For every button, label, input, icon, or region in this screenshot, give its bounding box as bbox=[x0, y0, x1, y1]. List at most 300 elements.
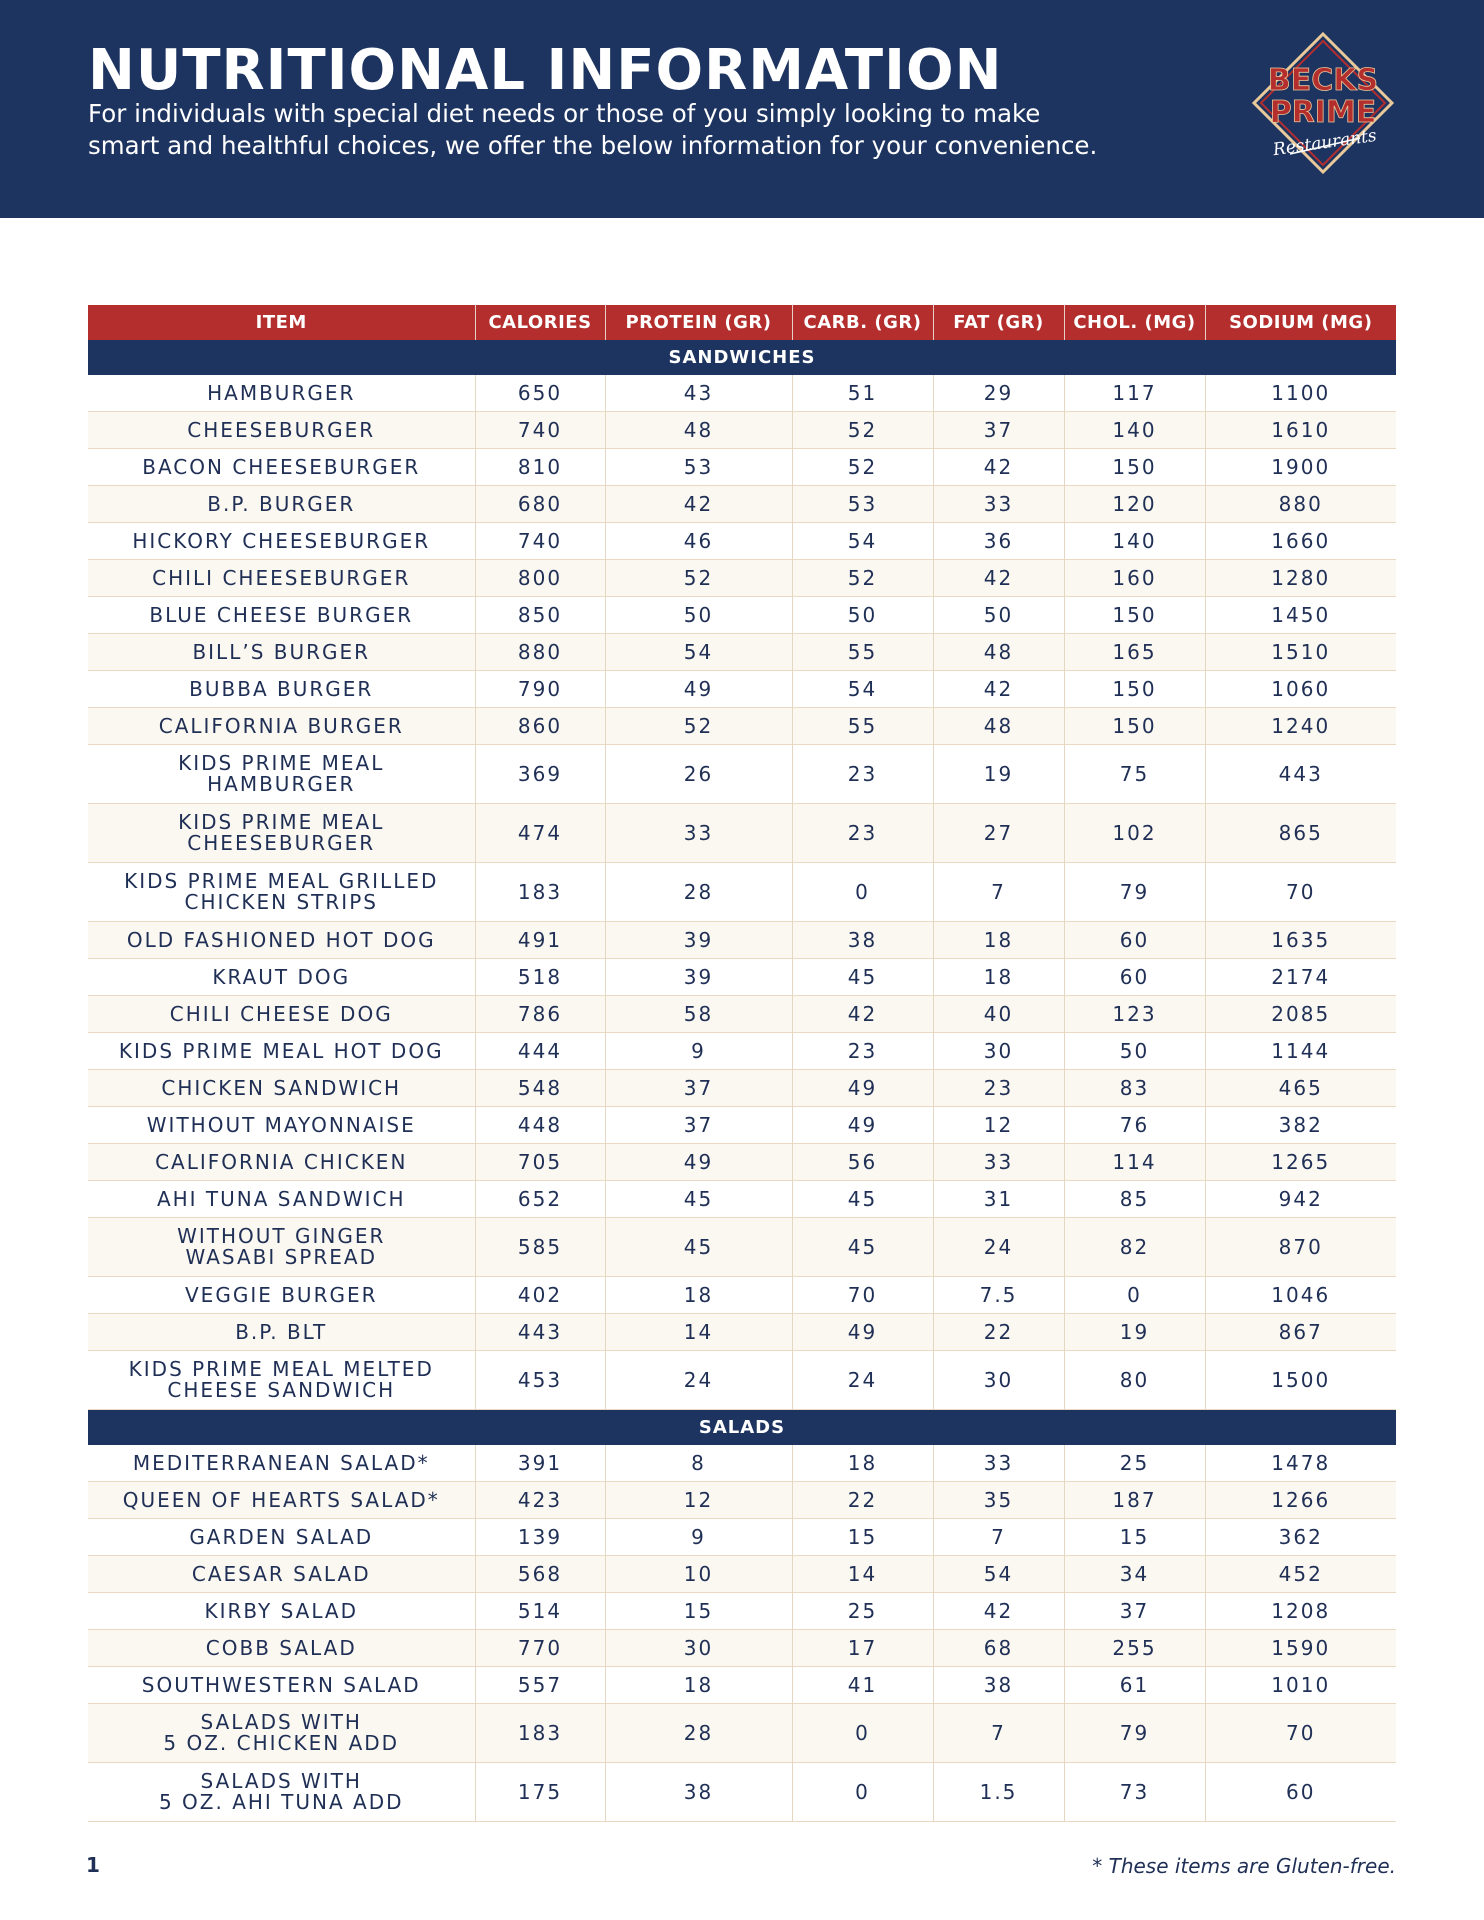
nutrient-value: 187 bbox=[1064, 1482, 1205, 1519]
nutrient-value: 42 bbox=[933, 449, 1064, 486]
nutrient-value: 1510 bbox=[1205, 634, 1396, 671]
nutrient-value: 150 bbox=[1064, 449, 1205, 486]
nutrient-value: 23 bbox=[933, 1070, 1064, 1107]
section-title: SALADS bbox=[88, 1410, 1396, 1446]
page-header bbox=[0, 0, 1484, 218]
nutrient-value: 19 bbox=[933, 745, 1064, 804]
nutrient-value: 51 bbox=[792, 375, 933, 412]
nutrient-value: 50 bbox=[605, 597, 792, 634]
nutrient-value: 53 bbox=[792, 486, 933, 523]
item-name-cell bbox=[88, 1519, 475, 1556]
item-name: KIRBY SALAD bbox=[204, 1598, 359, 1623]
item-name: CHICKEN SANDWICH bbox=[161, 1075, 402, 1100]
item-name-cell bbox=[88, 375, 475, 412]
nutrient-value: 1240 bbox=[1205, 708, 1396, 745]
nutrient-value: 942 bbox=[1205, 1181, 1396, 1218]
nutrient-value: 680 bbox=[475, 486, 605, 523]
nutrient-value: 76 bbox=[1064, 1107, 1205, 1144]
item-name: SALADS WITH bbox=[200, 1710, 362, 1734]
nutrient-value: 880 bbox=[475, 634, 605, 671]
nutrient-value: 423 bbox=[475, 1482, 605, 1519]
nutrient-value: 870 bbox=[1205, 1218, 1396, 1277]
nutrient-value: 55 bbox=[792, 634, 933, 671]
nutrient-value: 650 bbox=[475, 375, 605, 412]
nutrient-value: 70 bbox=[1205, 1704, 1396, 1763]
table-row bbox=[88, 486, 1396, 523]
nutrient-value: 18 bbox=[605, 1667, 792, 1704]
column-header: CARB. (GR) bbox=[792, 305, 933, 340]
nutrient-value: 1010 bbox=[1205, 1667, 1396, 1704]
item-name-cell bbox=[88, 1107, 475, 1144]
nutrient-value: 28 bbox=[605, 863, 792, 922]
nutrient-value: 160 bbox=[1064, 560, 1205, 597]
nutrient-value: 10 bbox=[605, 1556, 792, 1593]
item-name: BUBBA BURGER bbox=[189, 676, 374, 701]
item-name: CHICKEN STRIPS bbox=[184, 890, 378, 914]
nutrient-value: 1100 bbox=[1205, 375, 1396, 412]
section-title: SANDWICHES bbox=[88, 340, 1396, 375]
nutrient-value: 15 bbox=[605, 1593, 792, 1630]
nutrient-value: 652 bbox=[475, 1181, 605, 1218]
nutrient-value: 45 bbox=[792, 959, 933, 996]
nutrient-value: 25 bbox=[1064, 1445, 1205, 1482]
nutrient-value: 369 bbox=[475, 745, 605, 804]
nutrient-value: 50 bbox=[933, 597, 1064, 634]
nutrient-value: 453 bbox=[475, 1351, 605, 1410]
table-row bbox=[88, 745, 1396, 804]
item-name-cell bbox=[88, 922, 475, 959]
logo-word-becks: BECKS bbox=[1267, 63, 1379, 98]
item-name-cell bbox=[88, 1704, 475, 1763]
item-name: KIDS PRIME MEAL GRILLED bbox=[124, 869, 439, 893]
nutrient-value: 50 bbox=[792, 597, 933, 634]
nutrient-value: 55 bbox=[792, 708, 933, 745]
column-header: SODIUM (MG) bbox=[1205, 305, 1396, 340]
nutrient-value: 56 bbox=[792, 1144, 933, 1181]
item-name: CAESAR SALAD bbox=[191, 1561, 371, 1586]
item-name: BACON CHEESEBURGER bbox=[142, 454, 421, 479]
item-name: MEDITERRANEAN SALAD* bbox=[132, 1450, 430, 1475]
item-name: WASABI SPREAD bbox=[185, 1245, 377, 1269]
nutrient-value: 25 bbox=[792, 1593, 933, 1630]
nutrient-value: 139 bbox=[475, 1519, 605, 1556]
nutrient-value: 48 bbox=[933, 708, 1064, 745]
table-row bbox=[88, 1556, 1396, 1593]
nutrient-value: 33 bbox=[933, 1445, 1064, 1482]
item-name-cell bbox=[88, 1556, 475, 1593]
nutrient-value: 85 bbox=[1064, 1181, 1205, 1218]
section-header-row bbox=[88, 1410, 1396, 1446]
nutrient-value: 42 bbox=[792, 996, 933, 1033]
nutrient-value: 53 bbox=[605, 449, 792, 486]
nutrient-value: 18 bbox=[792, 1445, 933, 1482]
item-name-cell bbox=[88, 1070, 475, 1107]
item-name-cell bbox=[88, 1445, 475, 1482]
nutrient-value: 120 bbox=[1064, 486, 1205, 523]
nutrient-value: 7.5 bbox=[933, 1277, 1064, 1314]
nutrient-value: 34 bbox=[1064, 1556, 1205, 1593]
item-name: CALIFORNIA BURGER bbox=[158, 713, 404, 738]
nutrition-table bbox=[88, 305, 1396, 1822]
nutrient-value: 140 bbox=[1064, 523, 1205, 560]
nutrient-value: 18 bbox=[933, 959, 1064, 996]
column-header: ITEM bbox=[88, 305, 475, 340]
nutrient-value: 514 bbox=[475, 1593, 605, 1630]
nutrient-value: 786 bbox=[475, 996, 605, 1033]
item-name: HAMBURGER bbox=[207, 772, 356, 796]
nutrient-value: 42 bbox=[605, 486, 792, 523]
nutrient-value: 24 bbox=[933, 1218, 1064, 1277]
nutrient-value: 1478 bbox=[1205, 1445, 1396, 1482]
nutrient-value: 79 bbox=[1064, 863, 1205, 922]
page-title: NUTRITIONAL INFORMATION bbox=[88, 38, 1003, 103]
nutrient-value: 1590 bbox=[1205, 1630, 1396, 1667]
item-name: KRAUT DOG bbox=[212, 964, 351, 989]
nutrient-value: 75 bbox=[1064, 745, 1205, 804]
nutrient-value: 548 bbox=[475, 1070, 605, 1107]
gluten-free-footnote: * These items are Gluten-free. bbox=[1092, 1854, 1396, 1878]
nutrient-value: 27 bbox=[933, 804, 1064, 863]
table-row bbox=[88, 1519, 1396, 1556]
nutrient-value: 42 bbox=[933, 671, 1064, 708]
nutrient-value: 31 bbox=[933, 1181, 1064, 1218]
nutrient-value: 1046 bbox=[1205, 1277, 1396, 1314]
item-name-cell bbox=[88, 708, 475, 745]
nutrient-value: 24 bbox=[605, 1351, 792, 1410]
item-name: OLD FASHIONED HOT DOG bbox=[126, 927, 436, 952]
nutrient-value: 15 bbox=[792, 1519, 933, 1556]
nutrient-value: 140 bbox=[1064, 412, 1205, 449]
item-name-cell bbox=[88, 1667, 475, 1704]
table-row bbox=[88, 1482, 1396, 1519]
item-name-cell bbox=[88, 745, 475, 804]
item-name: CHILI CHEESE DOG bbox=[169, 1001, 393, 1026]
table-row bbox=[88, 1218, 1396, 1277]
nutrient-value: 61 bbox=[1064, 1667, 1205, 1704]
nutrient-value: 7 bbox=[933, 1704, 1064, 1763]
item-name: BLUE CHEESE BURGER bbox=[149, 602, 414, 627]
nutrient-value: 1144 bbox=[1205, 1033, 1396, 1070]
nutrient-value: 24 bbox=[792, 1351, 933, 1410]
nutrient-value: 45 bbox=[605, 1181, 792, 1218]
nutrient-value: 1.5 bbox=[933, 1763, 1064, 1822]
item-name-cell bbox=[88, 634, 475, 671]
nutrient-value: 705 bbox=[475, 1144, 605, 1181]
becks-prime-logo bbox=[1248, 28, 1398, 178]
nutrient-value: 443 bbox=[1205, 745, 1396, 804]
item-name-cell bbox=[88, 1314, 475, 1351]
item-name: KIDS PRIME MEAL bbox=[178, 810, 385, 834]
nutrient-value: 45 bbox=[792, 1181, 933, 1218]
table-row bbox=[88, 1144, 1396, 1181]
item-name-cell bbox=[88, 996, 475, 1033]
item-name-cell bbox=[88, 1144, 475, 1181]
item-name: B.P. BLT bbox=[235, 1319, 328, 1344]
nutrient-value: 58 bbox=[605, 996, 792, 1033]
section-header-row bbox=[88, 340, 1396, 375]
nutrient-value: 14 bbox=[605, 1314, 792, 1351]
nutrient-value: 52 bbox=[605, 708, 792, 745]
table-row bbox=[88, 804, 1396, 863]
nutrient-value: 740 bbox=[475, 523, 605, 560]
item-name: CHEESEBURGER bbox=[187, 417, 376, 442]
nutrient-value: 17 bbox=[792, 1630, 933, 1667]
nutrient-value: 43 bbox=[605, 375, 792, 412]
nutrient-value: 68 bbox=[933, 1630, 1064, 1667]
logo-word-prime: PRIME bbox=[1269, 95, 1377, 130]
nutrient-value: 8 bbox=[605, 1445, 792, 1482]
item-name: CHEESEBURGER bbox=[187, 831, 376, 855]
item-name: KIDS PRIME MEAL MELTED bbox=[128, 1357, 434, 1381]
item-name-cell bbox=[88, 804, 475, 863]
nutrient-value: 39 bbox=[605, 922, 792, 959]
nutrient-value: 568 bbox=[475, 1556, 605, 1593]
table-row bbox=[88, 996, 1396, 1033]
nutrient-value: 54 bbox=[605, 634, 792, 671]
nutrient-value: 1610 bbox=[1205, 412, 1396, 449]
nutrient-value: 29 bbox=[933, 375, 1064, 412]
column-header: FAT (GR) bbox=[933, 305, 1064, 340]
nutrient-value: 60 bbox=[1064, 922, 1205, 959]
nutrient-value: 37 bbox=[1064, 1593, 1205, 1630]
table-row bbox=[88, 1351, 1396, 1410]
nutrient-value: 518 bbox=[475, 959, 605, 996]
item-name: KIDS PRIME MEAL bbox=[178, 751, 385, 775]
item-name: CHEESE SANDWICH bbox=[167, 1378, 396, 1402]
nutrient-value: 362 bbox=[1205, 1519, 1396, 1556]
item-name-cell bbox=[88, 1593, 475, 1630]
item-name-cell bbox=[88, 1630, 475, 1667]
table-row bbox=[88, 1667, 1396, 1704]
page-number: 1 bbox=[86, 1853, 100, 1877]
item-name: 5 OZ. CHICKEN ADD bbox=[163, 1731, 400, 1755]
table-row bbox=[88, 863, 1396, 922]
table-row bbox=[88, 959, 1396, 996]
item-name-cell bbox=[88, 1277, 475, 1314]
column-header: CALORIES bbox=[475, 305, 605, 340]
nutrient-value: 49 bbox=[792, 1314, 933, 1351]
nutrient-value: 452 bbox=[1205, 1556, 1396, 1593]
nutrient-value: 0 bbox=[792, 1704, 933, 1763]
table-row bbox=[88, 922, 1396, 959]
nutrient-value: 38 bbox=[605, 1763, 792, 1822]
item-name: CALIFORNIA CHICKEN bbox=[155, 1149, 408, 1174]
nutrient-value: 850 bbox=[475, 597, 605, 634]
table-row bbox=[88, 1314, 1396, 1351]
nutrient-value: 15 bbox=[1064, 1519, 1205, 1556]
item-name-cell bbox=[88, 523, 475, 560]
nutrient-value: 150 bbox=[1064, 708, 1205, 745]
nutrient-value: 1900 bbox=[1205, 449, 1396, 486]
nutrient-value: 41 bbox=[792, 1667, 933, 1704]
nutrient-value: 255 bbox=[1064, 1630, 1205, 1667]
nutrient-value: 557 bbox=[475, 1667, 605, 1704]
table-row bbox=[88, 560, 1396, 597]
item-name: COBB SALAD bbox=[205, 1635, 357, 1660]
item-name: HAMBURGER bbox=[207, 380, 356, 405]
nutrient-value: 175 bbox=[475, 1763, 605, 1822]
nutrient-value: 12 bbox=[605, 1482, 792, 1519]
nutrient-value: 37 bbox=[933, 412, 1064, 449]
item-name: KIDS PRIME MEAL HOT DOG bbox=[118, 1038, 444, 1063]
table-row bbox=[88, 375, 1396, 412]
item-name: SALADS WITH bbox=[200, 1769, 362, 1793]
nutrient-value: 54 bbox=[792, 523, 933, 560]
nutrient-value: 391 bbox=[475, 1445, 605, 1482]
nutrient-value: 1450 bbox=[1205, 597, 1396, 634]
nutrient-value: 33 bbox=[605, 804, 792, 863]
nutrient-value: 52 bbox=[792, 449, 933, 486]
nutrient-value: 26 bbox=[605, 745, 792, 804]
item-name-cell bbox=[88, 449, 475, 486]
nutrient-value: 443 bbox=[475, 1314, 605, 1351]
nutrient-value: 23 bbox=[792, 745, 933, 804]
nutrient-value: 70 bbox=[792, 1277, 933, 1314]
nutrient-value: 183 bbox=[475, 863, 605, 922]
nutrient-value: 52 bbox=[792, 560, 933, 597]
nutrient-value: 7 bbox=[933, 863, 1064, 922]
item-name-cell bbox=[88, 560, 475, 597]
column-header: PROTEIN (GR) bbox=[605, 305, 792, 340]
nutrient-value: 7 bbox=[933, 1519, 1064, 1556]
nutrient-value: 45 bbox=[792, 1218, 933, 1277]
nutrient-value: 38 bbox=[933, 1667, 1064, 1704]
item-name-cell bbox=[88, 1482, 475, 1519]
nutrient-value: 45 bbox=[605, 1218, 792, 1277]
nutrient-value: 102 bbox=[1064, 804, 1205, 863]
nutrient-value: 1266 bbox=[1205, 1482, 1396, 1519]
nutrient-value: 382 bbox=[1205, 1107, 1396, 1144]
nutrient-value: 14 bbox=[792, 1556, 933, 1593]
nutrient-value: 183 bbox=[475, 1704, 605, 1763]
nutrient-value: 49 bbox=[605, 671, 792, 708]
nutrient-value: 38 bbox=[792, 922, 933, 959]
logo-word-restaurants: Restaurants bbox=[1271, 125, 1378, 161]
nutrient-value: 770 bbox=[475, 1630, 605, 1667]
table-row bbox=[88, 1630, 1396, 1667]
nutrient-value: 48 bbox=[933, 634, 1064, 671]
table-row bbox=[88, 1181, 1396, 1218]
item-name-cell bbox=[88, 671, 475, 708]
item-name: B.P. BURGER bbox=[207, 491, 356, 516]
nutrient-value: 19 bbox=[1064, 1314, 1205, 1351]
nutrient-value: 1280 bbox=[1205, 560, 1396, 597]
table-header-row bbox=[88, 305, 1396, 340]
nutrient-value: 52 bbox=[605, 560, 792, 597]
nutrient-value: 79 bbox=[1064, 1704, 1205, 1763]
table-row bbox=[88, 1763, 1396, 1822]
nutrient-value: 18 bbox=[605, 1277, 792, 1314]
nutrient-value: 37 bbox=[605, 1070, 792, 1107]
nutrient-value: 860 bbox=[475, 708, 605, 745]
nutrient-value: 740 bbox=[475, 412, 605, 449]
table-row bbox=[88, 1277, 1396, 1314]
subtitle-line: For individuals with special diet needs or those of you simply looking to make bbox=[88, 99, 1041, 128]
table-row bbox=[88, 523, 1396, 560]
nutrient-value: 150 bbox=[1064, 597, 1205, 634]
nutrient-value: 474 bbox=[475, 804, 605, 863]
item-name-cell bbox=[88, 1218, 475, 1277]
nutrient-value: 52 bbox=[792, 412, 933, 449]
nutrient-value: 30 bbox=[933, 1033, 1064, 1070]
table-row bbox=[88, 1593, 1396, 1630]
nutrient-value: 39 bbox=[605, 959, 792, 996]
nutrient-value: 60 bbox=[1205, 1763, 1396, 1822]
nutrient-value: 865 bbox=[1205, 804, 1396, 863]
nutrient-value: 810 bbox=[475, 449, 605, 486]
nutrient-value: 54 bbox=[933, 1556, 1064, 1593]
nutrient-value: 1208 bbox=[1205, 1593, 1396, 1630]
nutrient-value: 46 bbox=[605, 523, 792, 560]
table-row bbox=[88, 708, 1396, 745]
nutrient-value: 117 bbox=[1064, 375, 1205, 412]
nutrient-value: 82 bbox=[1064, 1218, 1205, 1277]
table-row bbox=[88, 1033, 1396, 1070]
nutrient-value: 83 bbox=[1064, 1070, 1205, 1107]
item-name-cell bbox=[88, 1351, 475, 1410]
nutrient-value: 2174 bbox=[1205, 959, 1396, 996]
nutrient-value: 585 bbox=[475, 1218, 605, 1277]
nutrient-value: 18 bbox=[933, 922, 1064, 959]
nutrient-value: 49 bbox=[792, 1070, 933, 1107]
item-name: AHI TUNA SANDWICH bbox=[156, 1186, 406, 1211]
nutrient-value: 867 bbox=[1205, 1314, 1396, 1351]
subtitle-line: smart and healthful choices, we offer the below information for your convenience. bbox=[88, 131, 1098, 160]
nutrient-value: 60 bbox=[1064, 959, 1205, 996]
nutrient-value: 491 bbox=[475, 922, 605, 959]
nutrient-value: 150 bbox=[1064, 671, 1205, 708]
table-row bbox=[88, 1445, 1396, 1482]
table-row bbox=[88, 1107, 1396, 1144]
nutrient-value: 1635 bbox=[1205, 922, 1396, 959]
item-name: WITHOUT GINGER bbox=[177, 1224, 386, 1248]
nutrient-value: 30 bbox=[933, 1351, 1064, 1410]
item-name: 5 OZ. AHI TUNA ADD bbox=[158, 1790, 404, 1814]
nutrient-value: 465 bbox=[1205, 1070, 1396, 1107]
item-name: WITHOUT MAYONNAISE bbox=[146, 1112, 416, 1137]
nutrient-value: 2085 bbox=[1205, 996, 1396, 1033]
nutrient-value: 1060 bbox=[1205, 671, 1396, 708]
nutrient-value: 12 bbox=[933, 1107, 1064, 1144]
table-row bbox=[88, 1704, 1396, 1763]
item-name-cell bbox=[88, 1181, 475, 1218]
nutrient-value: 800 bbox=[475, 560, 605, 597]
nutrient-value: 42 bbox=[933, 560, 1064, 597]
nutrient-value: 49 bbox=[792, 1107, 933, 1144]
nutrient-value: 33 bbox=[933, 486, 1064, 523]
nutrient-value: 54 bbox=[792, 671, 933, 708]
nutrient-value: 114 bbox=[1064, 1144, 1205, 1181]
nutrient-value: 22 bbox=[792, 1482, 933, 1519]
nutrient-value: 0 bbox=[1064, 1277, 1205, 1314]
nutrient-value: 0 bbox=[792, 863, 933, 922]
nutrient-value: 165 bbox=[1064, 634, 1205, 671]
table-body bbox=[88, 340, 1396, 1822]
nutrient-value: 30 bbox=[605, 1630, 792, 1667]
nutrient-value: 1660 bbox=[1205, 523, 1396, 560]
item-name-cell bbox=[88, 1033, 475, 1070]
nutrient-value: 73 bbox=[1064, 1763, 1205, 1822]
nutrient-value: 70 bbox=[1205, 863, 1396, 922]
item-name-cell bbox=[88, 412, 475, 449]
nutrient-value: 402 bbox=[475, 1277, 605, 1314]
nutrient-value: 33 bbox=[933, 1144, 1064, 1181]
page-subtitle bbox=[88, 98, 1218, 162]
nutrient-value: 40 bbox=[933, 996, 1064, 1033]
nutrient-value: 444 bbox=[475, 1033, 605, 1070]
item-name-cell bbox=[88, 959, 475, 996]
nutrient-value: 37 bbox=[605, 1107, 792, 1144]
